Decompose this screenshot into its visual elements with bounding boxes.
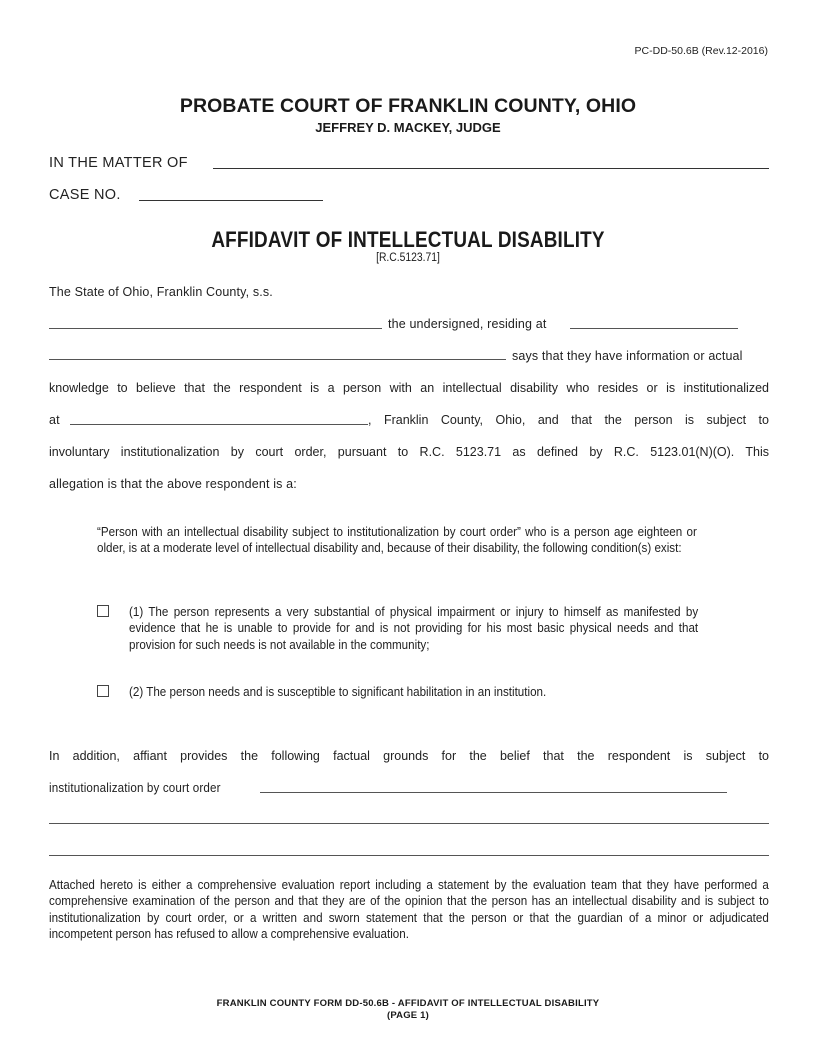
condition-1-checkbox[interactable] — [97, 605, 109, 617]
footer-form-title: FRANKLIN COUNTY FORM DD-50.6B - AFFIDAVIT OF INTELLECTUAL DISABILITY — [216, 998, 600, 1009]
residence-field[interactable] — [570, 328, 738, 329]
undersigned-text: the undersigned, residing at — [388, 317, 547, 331]
judge-name: JEFFREY D. MACKEY, JUDGE — [315, 120, 501, 135]
grounds-field-3[interactable] — [49, 855, 769, 856]
allegation-text: allegation is that the above respondent is a: — [49, 477, 297, 491]
condition-2-checkbox[interactable] — [97, 685, 109, 697]
grounds-intro-text: In addition, affiant provides the following factual grounds for the belief that the respondent is subject to — [49, 749, 769, 763]
grounds-field-2[interactable] — [49, 823, 769, 824]
document-title: AFFIDAVIT OF INTELLECTUAL DISABILITY — [211, 227, 605, 252]
grounds-field-1[interactable] — [260, 792, 727, 793]
affiant-name-field[interactable] — [49, 328, 382, 329]
definition-text: “Person with an intellectual disability subject to institutionalization by court order” who is a person age eighteen or older, is at a moderate level of intellectual disability and, because of their disability, the following condition(s) exist: — [97, 525, 697, 556]
venue-statement: The State of Ohio, Franklin County, s.s. — [49, 285, 273, 299]
knowledge-text: knowledge to believe that the respondent is a person with an intellectual disability who resides or is institutionalized — [49, 381, 769, 395]
case-number-label: CASE NO. — [49, 187, 121, 203]
matter-label: IN THE MATTER OF — [49, 155, 188, 171]
grounds-label: institutionalization by court order — [49, 781, 221, 795]
statute-reference: [R.C.5123.71] — [376, 252, 440, 264]
condition-1-text: (1) The person represents a very substantial of physical impairment or injury to himself as manifested by evidence that he is unable to provide for and is not providing for his most basic physical needs and that provision for such needs is not available in the community; — [129, 605, 699, 652]
residence-continued-field[interactable] — [49, 359, 506, 360]
condition-2-text: (2) The person needs and is susceptible to significant habilitation in an institution. — [129, 685, 547, 699]
case-number-field[interactable] — [139, 200, 323, 201]
county-text: , Franklin County, Ohio, and that the person is subject to — [368, 413, 769, 427]
attachment-statement: Attached hereto is either a comprehensive evaluation report including a statement by the evaluation team that they have performed a comprehensive examination of the person and that they are of the opinion that the person has an intellectual disability and is subject to institutionalization by court order, or a written and sworn statement that the person or that the guardian of a minor or adjudicated incompetent person has refused to allow a comprehensive evaluation. — [49, 878, 769, 941]
court-name: PROBATE COURT OF FRANKLIN COUNTY, OHIO — [179, 95, 637, 117]
involuntary-text: involuntary institutionalization by court order, pursuant to R.C. 5123.71 as defined by R.C. 5123.01(N)(O). This — [49, 445, 769, 459]
matter-field[interactable] — [213, 168, 769, 169]
footer-page-number: (PAGE 1) — [386, 1010, 430, 1021]
location-field[interactable] — [70, 424, 368, 425]
form-number: PC-DD-50.6B (Rev.12-2016) — [634, 45, 768, 57]
says-text: says that they have information or actual — [512, 349, 743, 363]
at-label: at — [49, 413, 60, 427]
